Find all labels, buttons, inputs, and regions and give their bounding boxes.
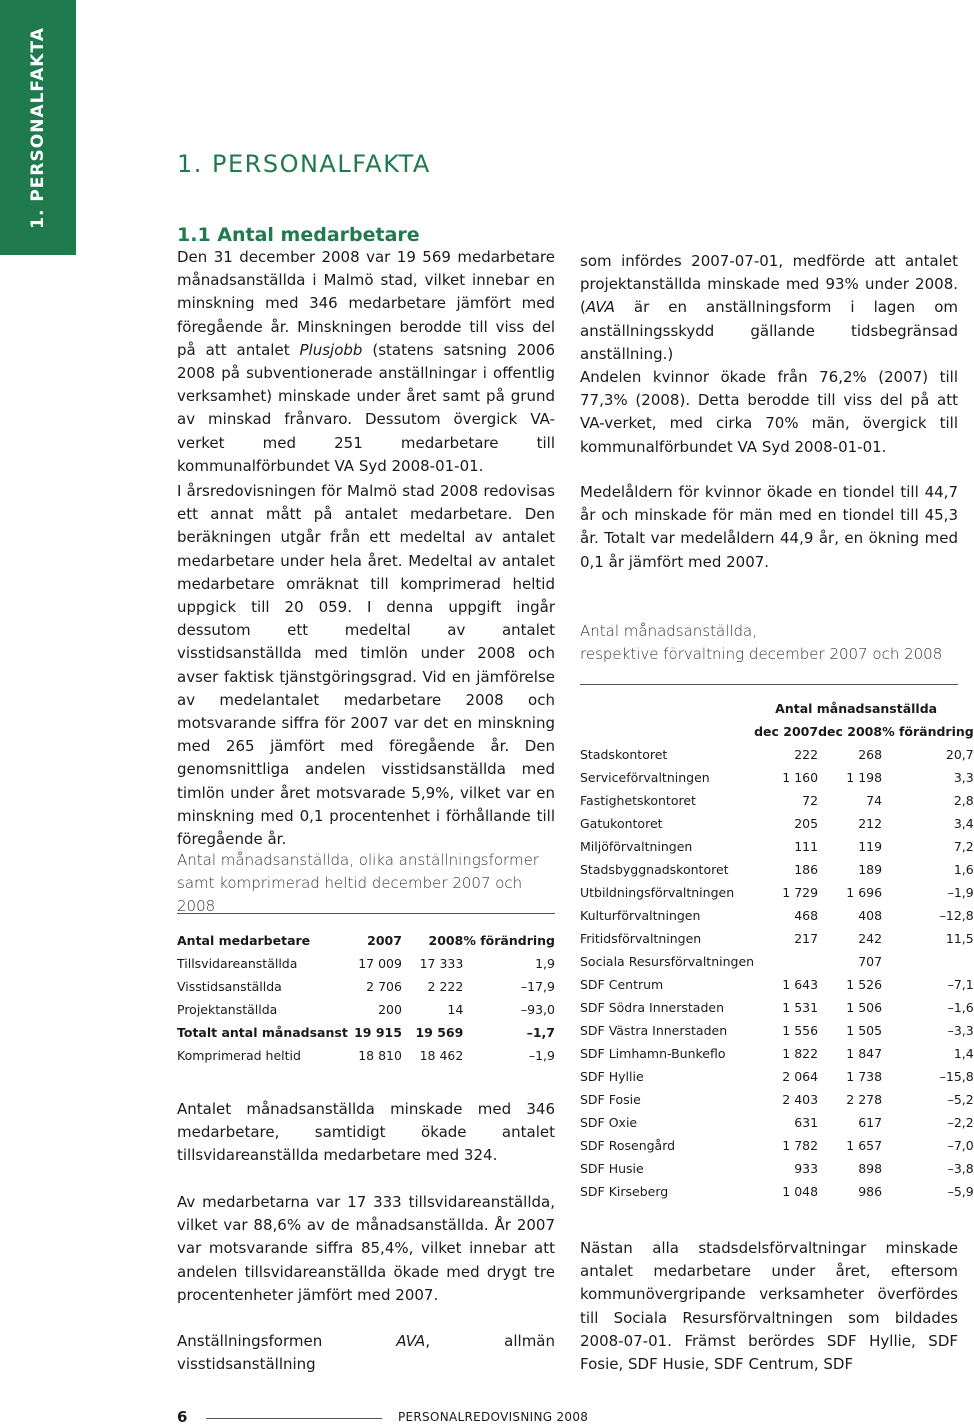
row-value: –15,8	[939, 1069, 974, 1084]
row-value: 20,7	[945, 747, 974, 762]
row-label: SDF Husie	[580, 1161, 644, 1176]
table-row	[177, 998, 555, 1021]
row-value: 1 531	[782, 1000, 819, 1015]
row-value: –1,9	[528, 1048, 555, 1063]
row-value: 1 556	[782, 1023, 819, 1038]
row-value: 205	[794, 816, 819, 831]
section-title: 1.1 Antal medarbetare	[177, 224, 420, 246]
annual-report-paragraph: I årsredovisningen för Malmö stad 2008 redovisas ett annat mått på antalet medarbetare. Den beräkningen utgår från ett medeltal av antalet medarbetare under hela året. Medeltal av antalet medarbetare omräknat till komprimerad heltid uppgick till 20 059. I denna uppgift ingår dessutom ett medeltal av antalet visstidsanställda med timlön under 2008 och avser faktisk tjänstgöringsgrad. Vid en jämförelse av medelantalet medarbetare 2008 och motsvarande siffra för 2007 var det en minskning med 265 jämfört med föregående år. Den genomsnittliga andelen visstidsanställda med timlön under året motsvarade 5,9%, vilket var en minskning med 0,1 procentenhet i förhållande till föregående år.	[177, 482, 555, 849]
gender-paragraph: Andelen kvinnor ökade från 76,2% (2007) till 77,3% (2008). Detta berodde till viss del på att VA-verket, med cirka 70% män, övergick till kommunalförbundet VA Syd 2008-01-01.	[580, 368, 958, 456]
chapter-title: 1. PERSONALFAKTA	[177, 150, 431, 178]
district-paragraph: Nästan alla stadsdelsförvaltningar minskade antalet medarbetare under året, eftersom kommunövergripande verksamheter överfördes till Sociala Resursförvaltningen som bildades 2008-07-01. Främst berördes SDF Hyllie, SDF Fosie, SDF Husie, SDF Centrum, SDF	[580, 1239, 958, 1374]
row-label: Fritidsförvaltningen	[580, 931, 702, 946]
row-value: –12,8	[939, 908, 974, 923]
row-value: 2 403	[782, 1092, 819, 1107]
row-value: 186	[794, 862, 819, 877]
table2-group-header: Antal månadsanställda	[775, 701, 938, 716]
row-value: % förändring	[882, 724, 974, 739]
row-value: 111	[794, 839, 819, 854]
table-row	[580, 1042, 974, 1065]
row-label: Komprimerad heltid	[177, 1048, 301, 1063]
table-row	[580, 973, 974, 996]
table-row	[580, 881, 974, 904]
row-value: 72	[802, 793, 819, 808]
row-value: 2008	[428, 933, 464, 948]
row-value: –5,9	[947, 1184, 974, 1199]
row-value: 468	[794, 908, 819, 923]
side-tab-label: 1. PERSONALFAKTA	[28, 27, 48, 229]
employment-forms-table	[177, 929, 555, 1067]
row-value: 1 822	[782, 1046, 819, 1061]
row-value: 408	[858, 908, 883, 923]
row-value: 242	[858, 931, 883, 946]
row-value: 18 462	[419, 1048, 464, 1063]
table-header-row	[580, 720, 974, 743]
row-label: SDF Hyllie	[580, 1069, 644, 1084]
table-row	[580, 1088, 974, 1111]
row-value: 1 657	[846, 1138, 883, 1153]
row-value: 2 222	[427, 979, 464, 994]
row-value: –7,1	[947, 977, 974, 992]
row-value: 1,4	[953, 1046, 974, 1061]
row-value: 986	[858, 1184, 883, 1199]
row-value: 707	[858, 954, 883, 969]
row-value: 1 643	[782, 977, 819, 992]
table1-top-rule	[177, 913, 555, 914]
table-row	[580, 1134, 974, 1157]
table-row	[580, 996, 974, 1019]
ava-continued-paragraph: som infördes 2007-07-01, medförde att antalet projektanställda minskade med 93% under 2008. (AVA är en anställningsform i lagen om anställningsskydd gällande tidsbegränsad anställning.)	[580, 252, 958, 363]
row-label: Miljöförvaltningen	[580, 839, 693, 854]
row-value	[754, 950, 818, 973]
row-value: –93,0	[520, 1002, 555, 1017]
row-label: Gatukontoret	[580, 816, 663, 831]
publication-title: PERSONALREDOVISNING 2008	[398, 1410, 589, 1424]
row-value: 19 915	[354, 1025, 402, 1040]
table-row	[580, 1180, 974, 1203]
row-value: 189	[858, 862, 883, 877]
row-label: Sociala Resursförvaltningen	[580, 954, 755, 969]
row-label: SDF Kirseberg	[580, 1184, 669, 1199]
row-label: SDF Fosie	[580, 1092, 641, 1107]
row-label: Totalt antal månadsanst	[177, 1025, 348, 1040]
departments-table	[580, 697, 974, 1203]
row-label: SDF Limhamn-Bunkeflo	[580, 1046, 726, 1061]
table-row	[580, 789, 974, 812]
row-value: –1,6	[947, 1000, 974, 1015]
intro-paragraph: Den 31 december 2008 var 19 569 medarbetare månadsanställda i Malmö stad, vilket innebar en minskning med 346 medarbetare jämfört med föregående år. Minskningen berodde till viss del på att antalet Plusjobb (statens satsning 2006 2008 på subventionerade anställningar i offentlig verksamhet) minskade under året samt på grund av minskad frånvaro. Dessutom övergick VA-verket med 251 medarbetare till kommunalförbundet VA Syd 2008-01-01.	[177, 248, 555, 475]
row-value: 200	[378, 1002, 402, 1017]
table-row	[580, 812, 974, 835]
row-value: 2,8	[953, 793, 974, 808]
row-value: 217	[794, 931, 819, 946]
row-label: SDF Rosengård	[580, 1138, 676, 1153]
row-value: 19 569	[415, 1025, 464, 1040]
row-label: SDF Södra Innerstaden	[580, 1000, 724, 1015]
row-value: dec 2008	[818, 724, 883, 739]
table-row	[580, 743, 974, 766]
table-row	[580, 835, 974, 858]
table-row	[580, 1111, 974, 1134]
table-row	[580, 1065, 974, 1088]
row-value: –3,3	[947, 1023, 974, 1038]
row-label: Utbildningsförvaltningen	[580, 885, 735, 900]
row-value: 1 782	[782, 1138, 819, 1153]
table-row	[177, 1021, 555, 1044]
row-value	[882, 950, 974, 973]
table-header-row	[177, 929, 555, 952]
row-value: –17,9	[520, 979, 555, 994]
row-value: 268	[858, 747, 883, 762]
table-row	[580, 904, 974, 927]
row-label	[580, 720, 754, 743]
row-value: 14	[447, 1002, 464, 1017]
row-label: SDF Oxie	[580, 1115, 638, 1130]
table-row	[580, 858, 974, 881]
row-value: 1,9	[535, 956, 555, 971]
row-value: 1 505	[846, 1023, 883, 1038]
row-value: dec 2007	[754, 724, 819, 739]
row-label: Stadskontoret	[580, 747, 668, 762]
row-value: –1,7	[526, 1025, 555, 1040]
table1-caption: Antal månadsanställda, olika anställningsformer samt komprimerad heltid december 2007 och 2008	[177, 851, 539, 915]
row-value: 18 810	[358, 1048, 402, 1063]
row-label: SDF Västra Innerstaden	[580, 1023, 728, 1038]
footer-rule	[206, 1418, 382, 1419]
table2-top-rule	[580, 684, 958, 685]
row-value: 1 198	[846, 770, 883, 785]
permanent-staff-paragraph: Av medarbetarna var 17 333 tillsvidareanställda, vilket var 88,6% av de månadsanställda. År 2007 var motsvarande siffra 85,4%, vilket innebar att andelen tillsvidareanställda ökade med drygt tre procentenheter jämfört med 2007.	[177, 1193, 555, 1304]
row-label: Serviceförvaltningen	[580, 770, 710, 785]
row-value: –2,2	[947, 1115, 974, 1130]
row-value: 212	[858, 816, 883, 831]
row-value: –1,9	[947, 885, 974, 900]
decrease-paragraph: Antalet månadsanställda minskade med 346 medarbetare, samtidigt ökade antalet tillsvidareanställda medarbetare med 324.	[177, 1100, 555, 1165]
table-row	[177, 1044, 555, 1067]
table-row	[177, 952, 555, 975]
row-label: Visstidsanställda	[177, 979, 282, 994]
row-value: 2 064	[782, 1069, 819, 1084]
row-value: 17 009	[358, 956, 402, 971]
row-value: 1 506	[846, 1000, 883, 1015]
side-tab	[0, 0, 76, 255]
row-value: 1 160	[782, 770, 819, 785]
row-value: 1 526	[846, 977, 883, 992]
row-value: 1,6	[953, 862, 974, 877]
table-row	[580, 1019, 974, 1042]
table-row	[580, 950, 974, 973]
row-value: 1 729	[782, 885, 819, 900]
table-row	[580, 927, 974, 950]
table2-caption: Antal månadsanställda, respektive förvaltning december 2007 och 2008	[580, 622, 943, 663]
row-value: 631	[794, 1115, 819, 1130]
ava-paragraph: Anställningsformen AVA, allmän visstidsanställning	[177, 1332, 555, 1374]
row-value: –5,2	[947, 1092, 974, 1107]
row-value: 2007	[367, 933, 402, 948]
row-value: 3,4	[953, 816, 974, 831]
row-label: Tillsvidareanställda	[177, 956, 298, 971]
row-value: 1 696	[846, 885, 883, 900]
row-value: 119	[858, 839, 883, 854]
table-row	[177, 975, 555, 998]
row-label: Antal medarbetare	[177, 933, 311, 948]
row-value: 933	[794, 1161, 819, 1176]
row-value: 617	[858, 1115, 883, 1130]
row-value: 1 847	[846, 1046, 883, 1061]
row-label: Kulturförvaltningen	[580, 908, 701, 923]
row-value: 2 278	[846, 1092, 883, 1107]
row-value: 74	[866, 793, 883, 808]
row-label: Fastighetskontoret	[580, 793, 696, 808]
row-value: –3,8	[947, 1161, 974, 1176]
row-value: 222	[794, 747, 819, 762]
row-value: 898	[858, 1161, 883, 1176]
row-value: –7,0	[947, 1138, 974, 1153]
row-value: 3,3	[953, 770, 974, 785]
row-value: 2 706	[366, 979, 402, 994]
page-number: 6	[177, 1408, 188, 1426]
row-label: SDF Centrum	[580, 977, 664, 992]
table-row	[580, 766, 974, 789]
row-label: Stadsbyggnadskontoret	[580, 862, 729, 877]
table-row	[580, 1157, 974, 1180]
row-value: 17 333	[419, 956, 464, 971]
row-value: 1 738	[846, 1069, 883, 1084]
row-value: % förändring	[463, 933, 555, 948]
row-value: 1 048	[782, 1184, 819, 1199]
row-value: 7,2	[953, 839, 974, 854]
row-value: 11,5	[945, 931, 974, 946]
age-paragraph: Medelåldern för kvinnor ökade en tiondel till 44,7 år och minskade för män med en tiondel till 45,3 år. Totalt var medelåldern 44,9 år, en ökning med 0,1 år jämfört med 2007.	[580, 483, 958, 571]
row-label: Projektanställda	[177, 1002, 278, 1017]
